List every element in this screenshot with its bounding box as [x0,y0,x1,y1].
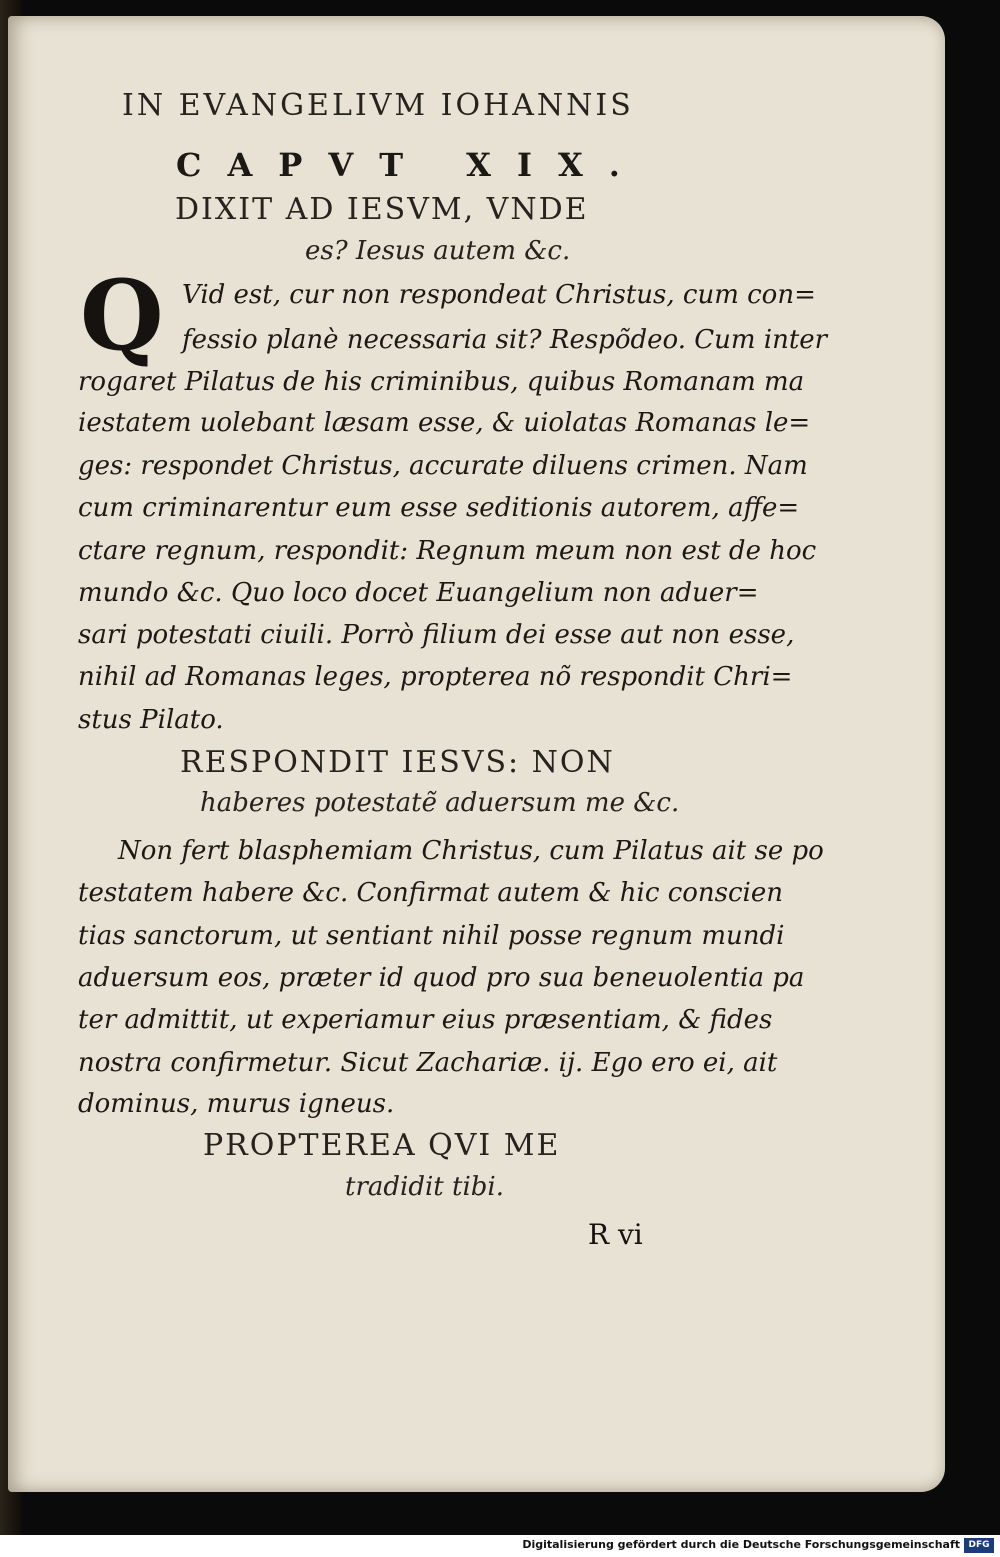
paragraph-2-line: tias sanctorum, ut sentiant nihil posse regnum mundi [78,921,785,951]
paragraph-1-line: fessio planè necessaria sit? Respõdeo. Cum inter [182,325,828,355]
section-subheading-1: es? Iesus autem &c. [305,236,571,266]
paragraph-1-line: stus Pilato. [78,705,224,735]
paragraph-1-line: iestatem uolebant læsam esse, & uiolatas Romanas le= [78,408,811,438]
paragraph-2-line: Non fert blasphemiam Christus, cum Pilatus ait se po [118,836,824,866]
section-subheading-2: haberes potestatẽ aduersum me &c. [200,788,680,818]
paragraph-1-line: ges: respondet Christus, accurate diluens crimen. Nam [78,451,808,481]
section-subheading-3: tradidit tibi. [345,1172,504,1202]
chapter-title: CAPVT XIX. [176,146,646,184]
signature-mark: R vi [588,1218,643,1251]
paragraph-2-line: testatem habere &c. Confirmat autem & hic conscien [78,878,784,908]
paragraph-1-line: cum criminarentur eum esse seditionis autorem, affe= [78,493,800,523]
paragraph-1-line: rogaret Pilatus de his criminibus, quibus Romanam ma [78,367,805,397]
section-heading-1: DIXIT AD IESVM, VNDE [175,192,589,227]
paragraph-2-line: ter admittit, ut experiamur eius præsentiam, & fides [78,1005,773,1035]
running-header: IN EVANGELIVM IOHANNIS [122,88,634,123]
dfg-logo: DFG [964,1538,994,1553]
paragraph-2-line: nostra confirmetur. Sicut Zachariæ. ij. Ego ero ei, ait [78,1048,778,1078]
paragraph-1-line: sari potestati ciuili. Porrò filium dei esse aut non esse, [78,620,795,650]
paragraph-2-line: dominus, murus igneus. [78,1089,395,1119]
section-heading-2: RESPONDIT IESVS: NON [180,745,615,780]
paragraph-1-line: Vid est, cur non respondeat Christus, cum con= [182,280,816,310]
digitization-credit: Digitalisierung gefördert durch die Deutsche Forschungsgemeinschaft [522,1538,960,1551]
section-heading-3: PROPTEREA QVI ME [203,1128,561,1163]
drop-cap-initial: Q [80,259,164,372]
paragraph-1-line: ctare regnum, respondit: Regnum meum non est de hoc [78,536,817,566]
paragraph-1-line: mundo &c. Quo loco docet Euangelium non aduer= [78,578,759,608]
paragraph-1-line: nihil ad Romanas leges, propterea nõ respondit Chri= [78,662,793,692]
paragraph-2-line: aduersum eos, præter id quod pro sua beneuolentia pa [78,963,805,993]
